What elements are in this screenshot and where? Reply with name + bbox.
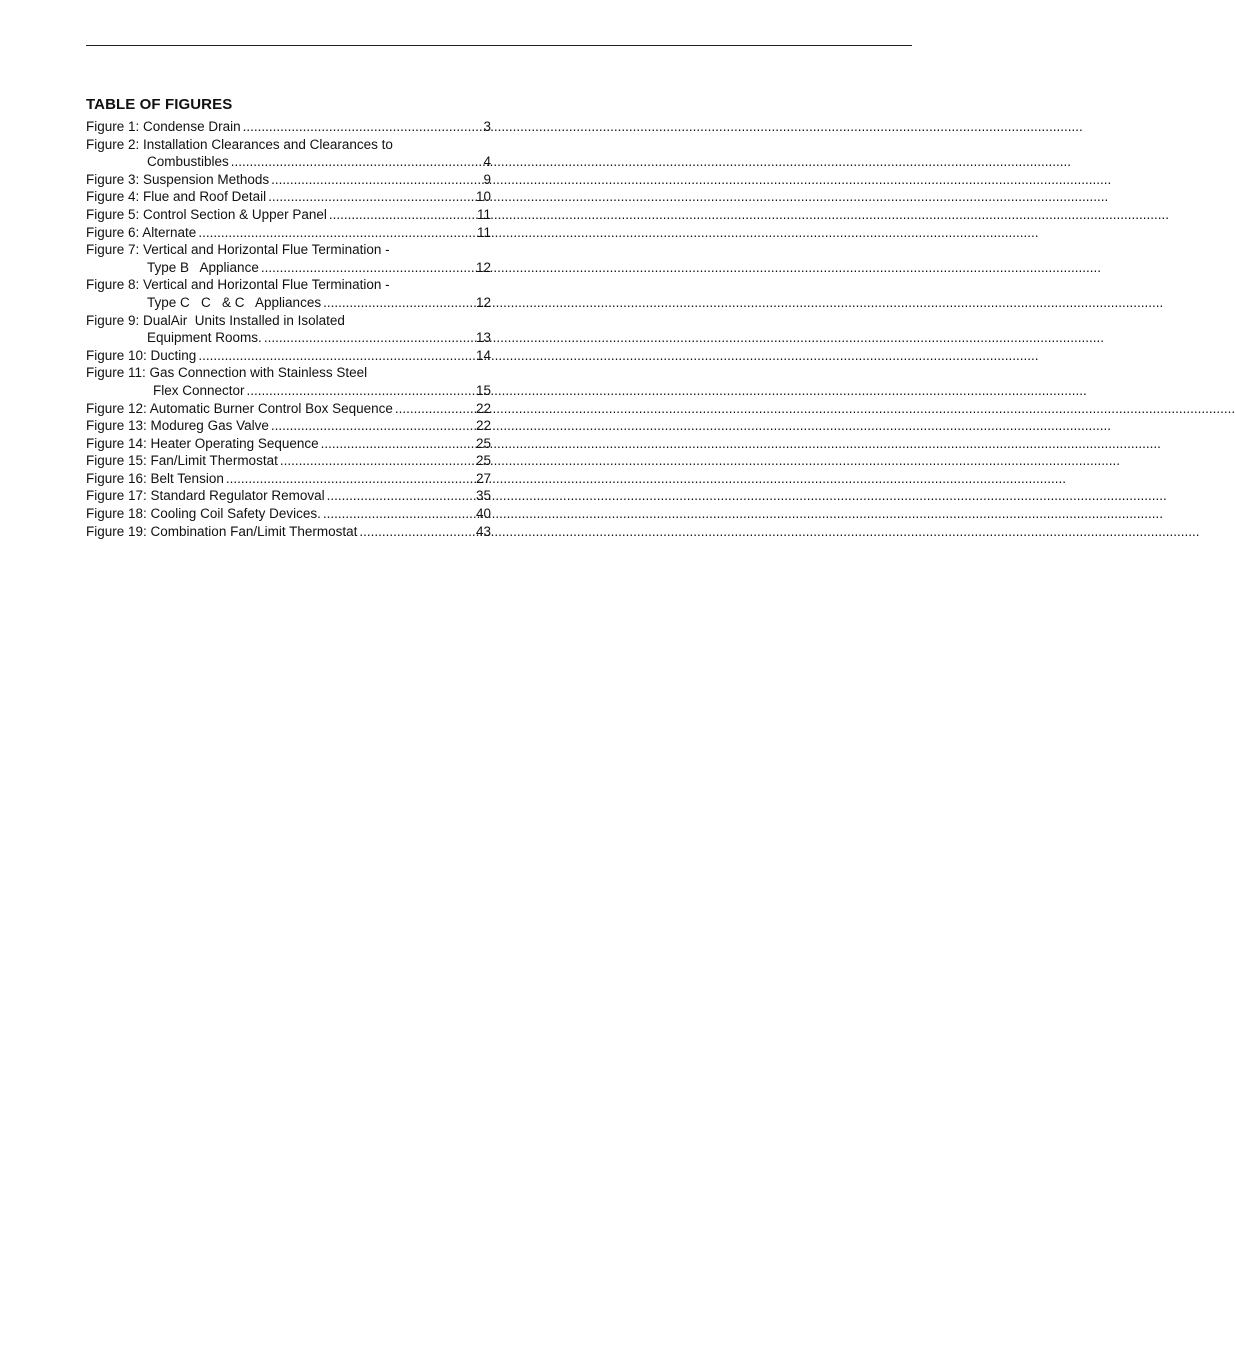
dot-leader [395,400,474,418]
toc-entry-label: Figure 17: Standard Regulator Removal [86,488,325,504]
toc-entry-label: Figure 11: Gas Connection with Stainless Steel [86,365,368,381]
dot-leader [231,153,482,171]
dot-leader [359,523,474,541]
toc-page-number: 14 [475,347,491,363]
toc-entry-label: Figure 3: Suspension Methods [86,171,270,187]
toc-page-number: 25 [475,453,491,469]
toc-entry-label: Figure 18: Cooling Coil Safety Devices. [86,506,321,522]
dot-leader [329,206,475,224]
toc-entry-line [86,523,491,541]
toc-entry-label: Equipment Rooms. [147,330,262,346]
dot-leader [226,470,474,488]
toc-page-number: 43 [475,523,491,539]
toc-entry[interactable] [86,276,491,311]
dot-leader [268,188,474,206]
toc-page-number: 22 [475,400,491,416]
toc-page-number: 12 [475,259,491,275]
toc-entry-label: Combustibles [147,154,229,170]
dot-leader [323,505,474,523]
toc-entry-line [86,347,491,365]
toc-entry-label: Flex Connector [153,382,245,398]
toc-page-number: 9 [483,171,491,187]
toc-entry-line [86,452,491,470]
dot-leader [261,259,474,277]
toc-entry[interactable] [86,118,491,136]
toc-entry-line [86,206,491,224]
toc-entry-label: Figure 13: Modureg Gas Valve [86,418,269,434]
toc-entry[interactable] [86,171,491,189]
toc-page-number: 15 [475,382,491,398]
toc-page-number: 35 [475,488,491,504]
toc-page-number: 27 [475,470,491,486]
toc-entry-continuation [86,153,491,171]
toc-entry-label: Figure 5: Control Section & Upper Panel [86,206,327,222]
toc-entry-line [86,312,491,330]
dot-leader [247,382,474,400]
toc-page-number: 25 [475,435,491,451]
table-of-figures [86,96,491,540]
toc-entry-label: Figure 10: Ducting [86,347,197,363]
toc-entry[interactable] [86,312,491,347]
toc-entry-line [86,224,491,242]
toc-entry-continuation [86,329,491,347]
toc-entry-line [86,188,491,206]
toc-page-number: 11 [476,206,491,222]
toc-entry[interactable] [86,417,491,435]
toc-entry-line [86,505,491,523]
toc-page-number: 22 [475,418,491,434]
toc-entry-label: Figure 16: Belt Tension [86,470,224,486]
toc-entry-label: Figure 12: Automatic Burner Control Box Sequence [86,400,393,416]
toc-entry-continuation [86,259,491,277]
dot-leader [271,417,474,435]
toc-entry[interactable] [86,347,491,365]
toc-entry-line [86,276,491,294]
toc-page-number: 11 [476,224,491,240]
toc-entry-line [86,487,491,505]
toc-entry-label: Type B Appliance [147,259,259,275]
dot-leader [243,118,482,136]
toc-entry[interactable] [86,470,491,488]
toc-entries [86,118,491,540]
toc-entry-line [86,435,491,453]
toc-entry-label: Figure 6: Alternate [86,224,197,240]
dot-leader [198,224,475,242]
toc-entry-label: Figure 9: DualAir Units Installed in Isolated [86,312,345,328]
toc-page-number: 3 [483,119,491,134]
toc-entry-line [86,118,491,136]
toc-entry[interactable] [86,188,491,206]
toc-entry-line [86,241,491,259]
toc-entry-label: Figure 4: Flue and Roof Detail [86,189,267,205]
toc-entry-label: Figure 14: Heater Operating Sequence [86,435,319,451]
toc-page-number: 10 [475,189,491,205]
dot-leader [280,452,474,470]
toc-entry-line [86,171,491,189]
toc-entry-label: Figure 1: Condense Drain [86,119,241,134]
toc-page-number: 13 [475,330,491,346]
toc-entry[interactable] [86,452,491,470]
toc-entry[interactable] [86,487,491,505]
toc-entry-continuation [86,382,491,400]
toc-page-number: 40 [475,506,491,522]
header-rule [86,45,912,46]
dot-leader [323,294,474,312]
toc-entry[interactable] [86,364,491,399]
toc-entry[interactable] [86,435,491,453]
toc-page-number: 12 [475,294,491,310]
toc-entry-label: Figure 8: Vertical and Horizontal Flue Termination - [86,277,390,293]
toc-entry[interactable] [86,505,491,523]
toc-entry[interactable] [86,241,491,276]
toc-entry-line [86,364,491,382]
toc-entry[interactable] [86,136,491,171]
toc-entry[interactable] [86,224,491,242]
toc-entry[interactable] [86,206,491,224]
toc-entry[interactable] [86,400,491,418]
dot-leader [264,329,474,347]
toc-page-number: 4 [483,154,491,170]
toc-entry-line [86,470,491,488]
dot-leader [271,171,481,189]
toc-entry-line [86,417,491,435]
toc-entry-continuation [86,294,491,312]
toc-entry-label: Type C C & C Appliances [147,294,322,310]
toc-entry-label: Figure 7: Vertical and Horizontal Flue Termination - [86,242,390,258]
toc-entry[interactable] [86,523,491,541]
dot-leader [327,487,474,505]
toc-entry-label: Figure 19: Combination Fan/Limit Thermostat [86,523,358,539]
dot-leader [198,347,474,365]
toc-entry-label: Figure 2: Installation Clearances and Clearances to [86,136,393,152]
toc-entry-label: Figure 15: Fan/Limit Thermostat [86,453,278,469]
dot-leader [321,435,474,453]
toc-entry-line [86,136,491,154]
toc-title: TABLE OF FIGURES [86,96,233,113]
toc-entry-line [86,400,491,418]
